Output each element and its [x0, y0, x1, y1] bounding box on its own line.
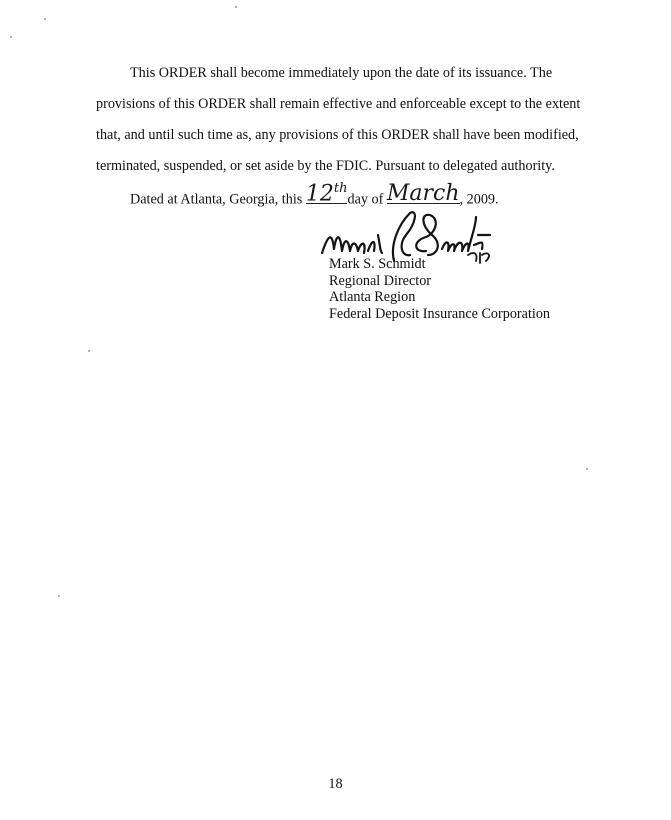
paragraph-line-2: provisions of this ORDER shall remain effective and enforceable except to the extent: [96, 96, 581, 112]
paragraph-line-4: terminated, suspended, or set aside by the FDIC. Pursuant to delegated authority.: [96, 158, 555, 174]
paragraph-line-3: that, and until such time as, any provisions of this ORDER shall have been modified,: [96, 127, 579, 143]
page-number: 18: [328, 776, 343, 792]
signer-region: Atlanta Region: [329, 289, 416, 305]
dated-prefix: Dated at Atlanta, Georgia, this: [130, 191, 306, 208]
dated-year: , 2009.: [459, 191, 499, 208]
handwritten-day-number: 12: [305, 181, 334, 207]
signer-name: Mark S. Schmidt: [329, 256, 426, 272]
signature-block: [329, 256, 550, 322]
dated-day-of: day of: [347, 191, 387, 208]
scan-speck: [10, 36, 12, 38]
scan-speck: [88, 350, 90, 352]
scan-speck: [44, 18, 46, 20]
handwritten-day: [305, 180, 348, 207]
handwritten-day-suffix: th: [333, 181, 348, 196]
scan-speck: [586, 468, 588, 470]
scan-speck: [58, 595, 60, 597]
handwritten-month: March: [386, 181, 460, 207]
signer-organization: Federal Deposit Insurance Corporation: [329, 305, 551, 322]
signer-title: Regional Director: [329, 272, 432, 289]
scan-speck: [235, 6, 237, 8]
paragraph-line-1: This ORDER shall become immediately upon the date of its issuance. The: [130, 65, 553, 81]
